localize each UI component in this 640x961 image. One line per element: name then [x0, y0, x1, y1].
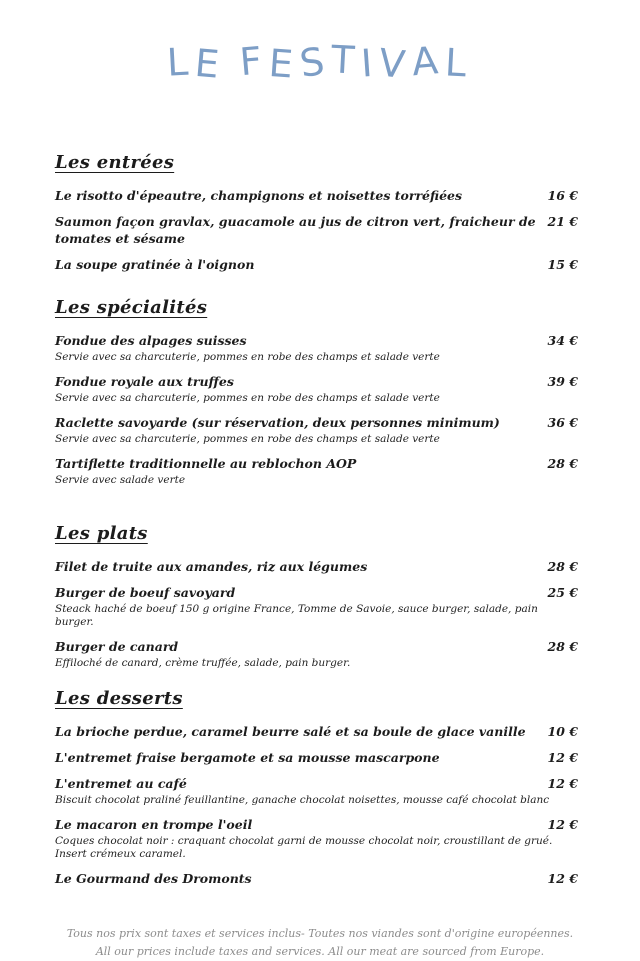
item-price: 36 €: [547, 414, 578, 430]
item-price: 10 €: [547, 723, 578, 739]
item-name: Fondue des alpages suisses: [55, 332, 247, 348]
menu-item: [55, 558, 578, 575]
item-price: 12 €: [547, 749, 578, 765]
menu-item: [55, 638, 578, 670]
item-name: Le macaron en trompe l'oeil: [55, 816, 253, 832]
item-name: La brioche perdue, caramel beurre salé et sa boule de glace vanille: [55, 723, 526, 739]
item-price: 21 €: [547, 213, 578, 229]
menu-item: [55, 332, 578, 364]
menu-item: [55, 584, 578, 629]
section-items: [55, 558, 578, 670]
item-name: Saumon façon gravlax, guacamole au jus de citron vert, fraicheur de tomates et sésame: [55, 213, 536, 246]
menu-item: [55, 723, 578, 740]
item-price: 12 €: [547, 775, 578, 791]
item-name: Le risotto d'épeautre, champignons et noisettes torréfiées: [55, 187, 463, 203]
item-price: 15 €: [547, 256, 578, 272]
section-plats: [55, 523, 578, 670]
item-name: Le Gourmand des Dromonts: [55, 870, 252, 886]
section-specialites: [55, 297, 578, 487]
section-desserts: [55, 688, 578, 887]
menu-item: [55, 455, 578, 487]
section-items: [55, 723, 578, 887]
menu-item: [55, 256, 578, 273]
section-items: [55, 187, 578, 273]
item-name: Filet de truite aux amandes, riz aux légumes: [55, 558, 368, 574]
item-name: Raclette savoyarde (sur réservation, deux personnes minimum): [55, 414, 500, 430]
item-desc: Biscuit chocolat praliné feuillantine, ganache chocolat noisettes, mousse café chocolat blanc: [55, 793, 550, 806]
item-price: 16 €: [547, 187, 578, 203]
menu-item: [55, 775, 578, 807]
item-price: 12 €: [547, 816, 578, 832]
section-title: Les spécialités: [55, 296, 208, 318]
item-price: 39 €: [547, 373, 578, 389]
menu-item: [55, 749, 578, 766]
menu-item: [55, 373, 578, 405]
item-price: 28 €: [547, 558, 578, 574]
item-name: Burger de boeuf savoyard: [55, 584, 236, 600]
item-desc: Servie avec sa charcuterie, pommes en robe des champs et salade verte: [55, 432, 440, 445]
item-price: 28 €: [547, 455, 578, 471]
item-desc: Servie avec sa charcuterie, pommes en robe des champs et salade verte: [55, 391, 440, 404]
item-desc: Steack haché de boeuf 150 g origine France, Tomme de Savoie, sauce burger, salade, pain burger.: [55, 602, 538, 628]
section-title: Les desserts: [55, 687, 183, 709]
item-price: 28 €: [547, 638, 578, 654]
item-name: Burger de canard: [55, 638, 179, 654]
item-price: 12 €: [547, 870, 578, 886]
section-title: Les entrées: [55, 151, 175, 173]
item-name: L'entremet au café: [55, 775, 187, 791]
menu-item: [55, 187, 578, 204]
menu-item: [55, 870, 578, 887]
item-desc: Coques chocolat noir : craquant chocolat garni de mousse chocolat noir, croustillant de grué. Insert crémeux caramel.: [55, 834, 553, 860]
item-price: 25 €: [547, 584, 578, 600]
footer-note-en: All our prices include taxes and services. All our meat are sourced from Europe.: [95, 944, 545, 958]
item-desc: Servie avec sa charcuterie, pommes en robe des champs et salade verte: [55, 350, 440, 363]
menu-item: [55, 414, 578, 446]
item-desc: Effiloché de canard, crème truffée, salade, pain burger.: [55, 656, 351, 669]
footer-note-fr: Tous nos prix sont taxes et services inclus- Toutes nos viandes sont d'origine européennes.: [66, 926, 574, 940]
menu-item: [55, 213, 578, 247]
item-name: Tartiflette traditionnelle au reblochon AOP: [55, 455, 357, 471]
section-title: Les plats: [55, 522, 148, 544]
menu-item: [55, 816, 578, 861]
item-name: La soupe gratinée à l'oignon: [55, 256, 255, 272]
item-name: L'entremet fraise bergamote et sa mousse mascarpone: [55, 749, 440, 765]
item-name: Fondue royale aux truffes: [55, 373, 234, 389]
menu-content: [0, 152, 640, 887]
section-items: [55, 332, 578, 487]
menu-page: [0, 37, 640, 958]
restaurant-logo: LE FESTIVAL: [165, 37, 475, 88]
item-price: 34 €: [547, 332, 578, 348]
section-entrees: [55, 152, 578, 273]
item-desc: Servie avec salade verte: [55, 473, 186, 486]
footer-note: [0, 925, 640, 961]
